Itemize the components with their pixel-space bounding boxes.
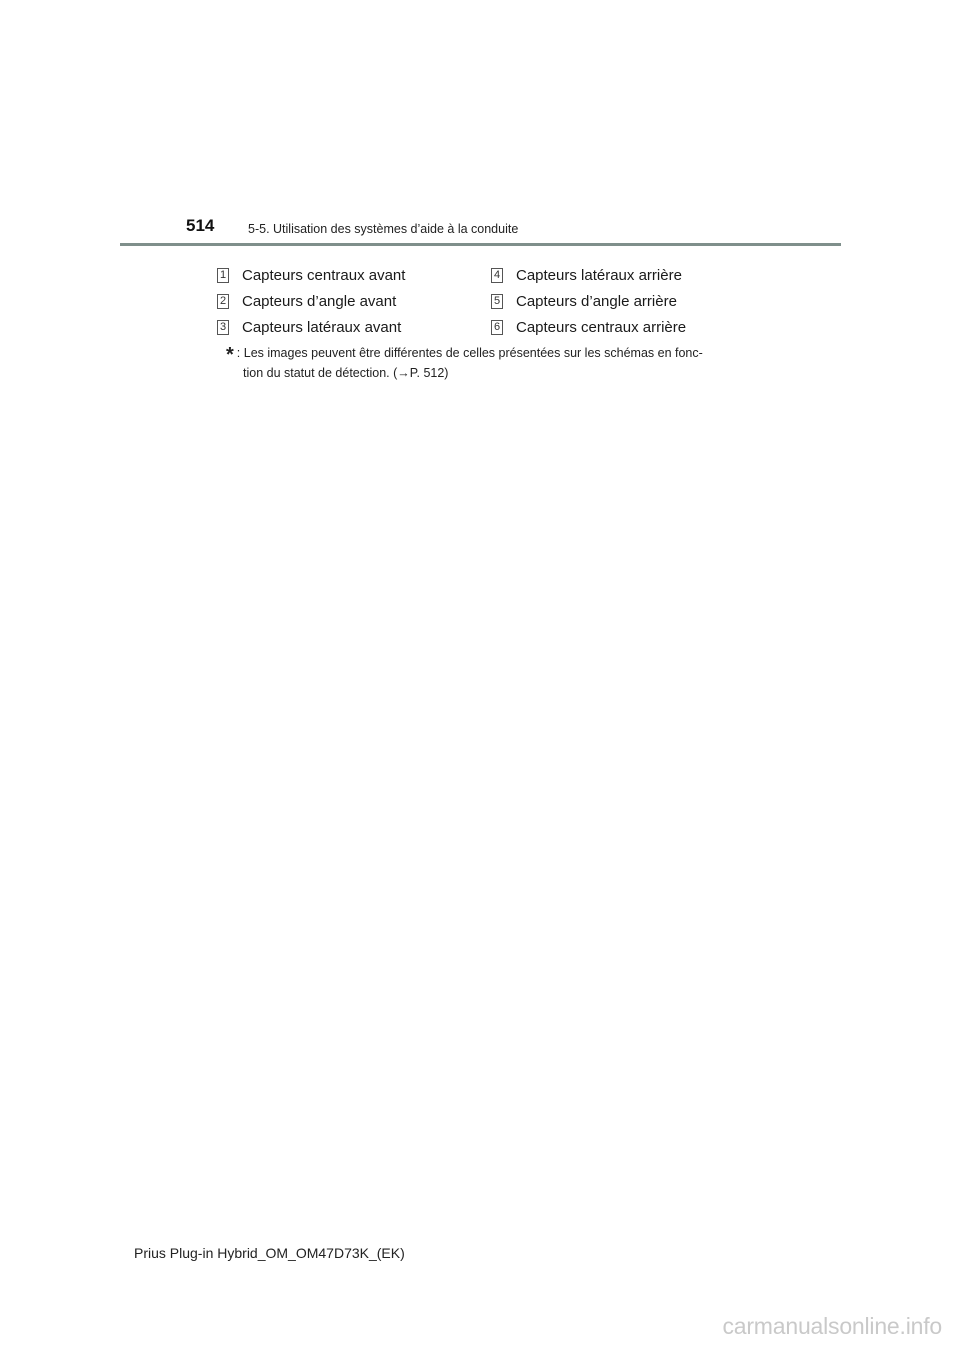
number-badge: 6 [491,320,503,335]
legend-label: Capteurs latéraux avant [242,319,402,336]
legend-label: Capteurs d’angle arrière [516,293,677,310]
footnote-marker: * [226,344,234,366]
number-badge: 4 [491,268,503,283]
section-title: 5-5. Utilisation des systèmes d’aide à la conduite [248,222,519,236]
legend-item [491,267,682,284]
page-number: 514 [186,216,215,235]
number-badge: 1 [217,268,229,283]
legend-item [491,319,686,336]
footer-doc-id: Prius Plug-in Hybrid_OM_OM47D73K_(EK) [134,1245,405,1261]
legend-label: Capteurs latéraux arrière [516,267,682,284]
footnote [226,344,766,382]
legend-item [217,293,396,310]
number-badge: 5 [491,294,503,309]
legend-item [217,319,401,336]
legend-label: Capteurs d’angle avant [242,293,397,310]
header-rule [120,243,841,246]
legend-label: Capteurs centraux avant [242,267,406,284]
legend-item [491,293,677,310]
legend-label: Capteurs centraux arrière [516,319,687,336]
footnote-line-2: tion du statut de détection. (→P. 512) [243,366,449,380]
watermark[interactable]: carmanualsonline.info [722,1313,942,1339]
number-badge: 2 [217,294,229,309]
number-badge: 3 [217,320,229,335]
footnote-line-1: : Les images peuvent être différentes de celles présentées sur les schémas en fonc- [236,346,703,360]
legend-item [217,267,405,284]
